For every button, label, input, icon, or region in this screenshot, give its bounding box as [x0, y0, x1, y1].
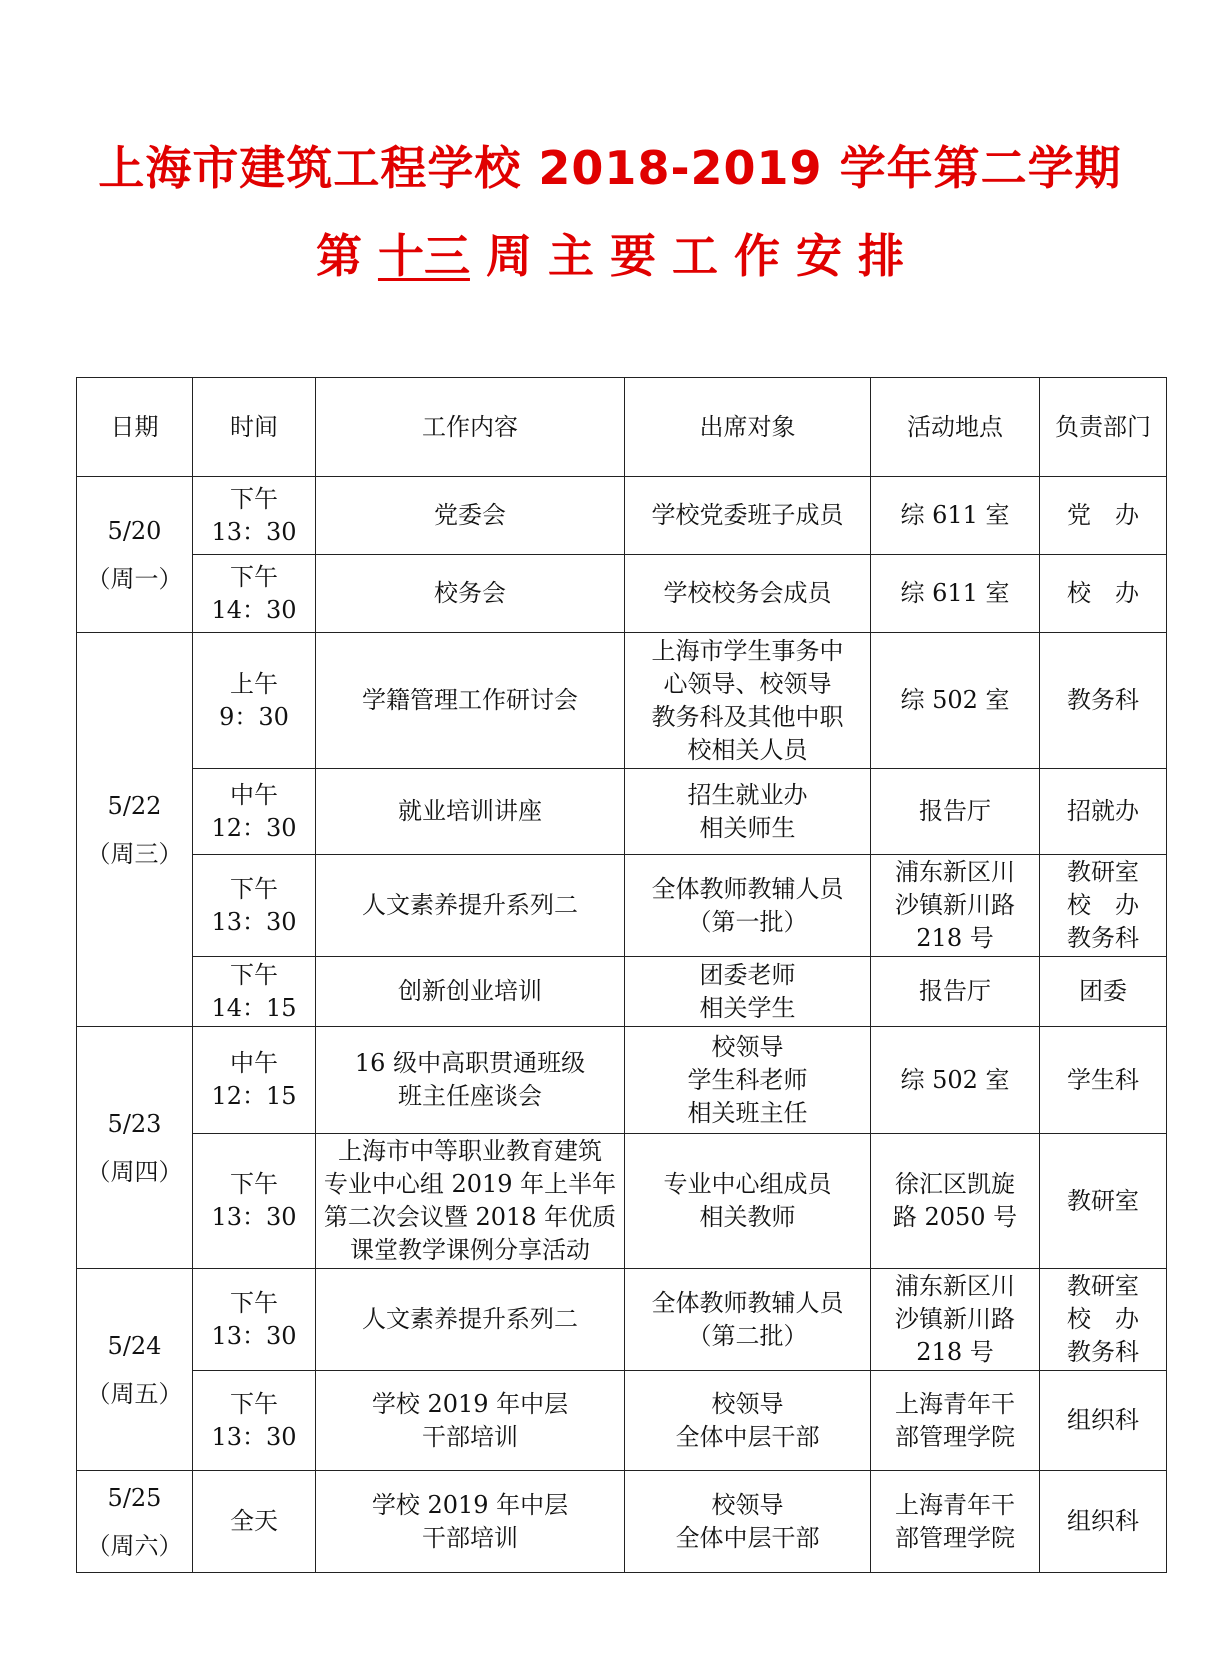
time-cell: 上午 9：30 [193, 633, 316, 769]
content-cell: 校务会 [316, 555, 625, 633]
date-cell: 5/20 （周一） [77, 477, 193, 633]
table-row [77, 1371, 1167, 1471]
content-cell: 人文素养提升系列二 [316, 1269, 625, 1371]
attendees-cell: 全体教师教辅人员 （第二批） [625, 1269, 871, 1371]
location-cell: 浦东新区川 沙镇新川路 218 号 [871, 1269, 1040, 1371]
time-cell: 全天 [193, 1471, 316, 1573]
time-cell: 下午 13：30 [193, 1371, 316, 1471]
header-date: 日期 [77, 378, 193, 477]
department-cell: 教研室 校 办 教务科 [1040, 855, 1167, 957]
content-cell: 创新创业培训 [316, 957, 625, 1027]
attendees-cell: 专业中心组成员 相关教师 [625, 1134, 871, 1269]
week-number: 十三 [377, 229, 470, 283]
time-cell: 下午 13：30 [193, 1134, 316, 1269]
time-cell: 下午 13：30 [193, 1269, 316, 1371]
date-cell: 5/24 （周五） [77, 1269, 193, 1471]
schedule-table [76, 377, 1167, 1573]
content-cell: 学籍管理工作研讨会 [316, 633, 625, 769]
department-cell: 团委 [1040, 957, 1167, 1027]
time-cell: 下午 14：30 [193, 555, 316, 633]
attendees-cell: 上海市学生事务中 心领导、校领导 教务科及其他中职 校相关人员 [625, 633, 871, 769]
time-cell: 中午 12：15 [193, 1027, 316, 1134]
table-row [77, 855, 1167, 957]
location-cell: 报告厅 [871, 957, 1040, 1027]
header-department: 负责部门 [1040, 378, 1167, 477]
document-title: 上海市建筑工程学校 2018-2019 学年第二学期 [98, 141, 1122, 195]
attendees-cell: 学校校务会成员 [625, 555, 871, 633]
department-cell: 教研室 校 办 教务科 [1040, 1269, 1167, 1371]
table-row [77, 1471, 1167, 1573]
department-cell: 组织科 [1040, 1371, 1167, 1471]
subtitle-prefix: 第 [315, 229, 362, 283]
table-header-row [77, 378, 1167, 477]
attendees-cell: 校领导 全体中层干部 [625, 1471, 871, 1573]
department-cell: 教务科 [1040, 633, 1167, 769]
department-cell: 党 办 [1040, 477, 1167, 555]
location-cell: 综 611 室 [871, 555, 1040, 633]
attendees-cell: 学校党委班子成员 [625, 477, 871, 555]
location-cell: 上海青年干 部管理学院 [871, 1371, 1040, 1471]
table-row [77, 477, 1167, 555]
content-cell: 就业培训讲座 [316, 769, 625, 855]
date-cell: 5/23 （周四） [77, 1027, 193, 1269]
header-content: 工作内容 [316, 378, 625, 477]
table-row [77, 1134, 1167, 1269]
table-row [77, 769, 1167, 855]
location-cell: 上海青年干 部管理学院 [871, 1471, 1040, 1573]
table-row [77, 633, 1167, 769]
time-cell: 中午 12：30 [193, 769, 316, 855]
department-cell: 组织科 [1040, 1471, 1167, 1573]
attendees-cell: 校领导 学生科老师 相关班主任 [625, 1027, 871, 1134]
time-cell: 下午 13：30 [193, 477, 316, 555]
location-cell: 综 502 室 [871, 633, 1040, 769]
document-subtitle [0, 228, 1220, 284]
location-cell: 徐汇区凯旋 路 2050 号 [871, 1134, 1040, 1269]
subtitle-suffix: 周 主 要 工 作 安 排 [485, 229, 905, 283]
location-cell: 综 611 室 [871, 477, 1040, 555]
time-cell: 下午 13：30 [193, 855, 316, 957]
header-attendees: 出席对象 [625, 378, 871, 477]
date-cell: 5/25 （周六） [77, 1471, 193, 1573]
table-row [77, 555, 1167, 633]
content-cell: 学校 2019 年中层 干部培训 [316, 1371, 625, 1471]
attendees-cell: 校领导 全体中层干部 [625, 1371, 871, 1471]
table-row [77, 957, 1167, 1027]
department-cell: 教研室 [1040, 1134, 1167, 1269]
location-cell: 浦东新区川 沙镇新川路 218 号 [871, 855, 1040, 957]
location-cell: 报告厅 [871, 769, 1040, 855]
content-cell: 党委会 [316, 477, 625, 555]
table-row [77, 1269, 1167, 1371]
table-row [77, 1027, 1167, 1134]
location-cell: 综 502 室 [871, 1027, 1040, 1134]
attendees-cell: 招生就业办 相关师生 [625, 769, 871, 855]
time-cell: 下午 14：15 [193, 957, 316, 1027]
content-cell: 16 级中高职贯通班级 班主任座谈会 [316, 1027, 625, 1134]
content-cell: 上海市中等职业教育建筑 专业中心组 2019 年上半年 第二次会议暨 2018 年优质 课堂教学课例分享活动 [316, 1134, 625, 1269]
department-cell: 校 办 [1040, 555, 1167, 633]
header-time: 时间 [193, 378, 316, 477]
date-cell: 5/22 （周三） [77, 633, 193, 1027]
attendees-cell: 团委老师 相关学生 [625, 957, 871, 1027]
content-cell: 人文素养提升系列二 [316, 855, 625, 957]
attendees-cell: 全体教师教辅人员 （第一批） [625, 855, 871, 957]
header-location: 活动地点 [871, 378, 1040, 477]
department-cell: 学生科 [1040, 1027, 1167, 1134]
department-cell: 招就办 [1040, 769, 1167, 855]
content-cell: 学校 2019 年中层 干部培训 [316, 1471, 625, 1573]
